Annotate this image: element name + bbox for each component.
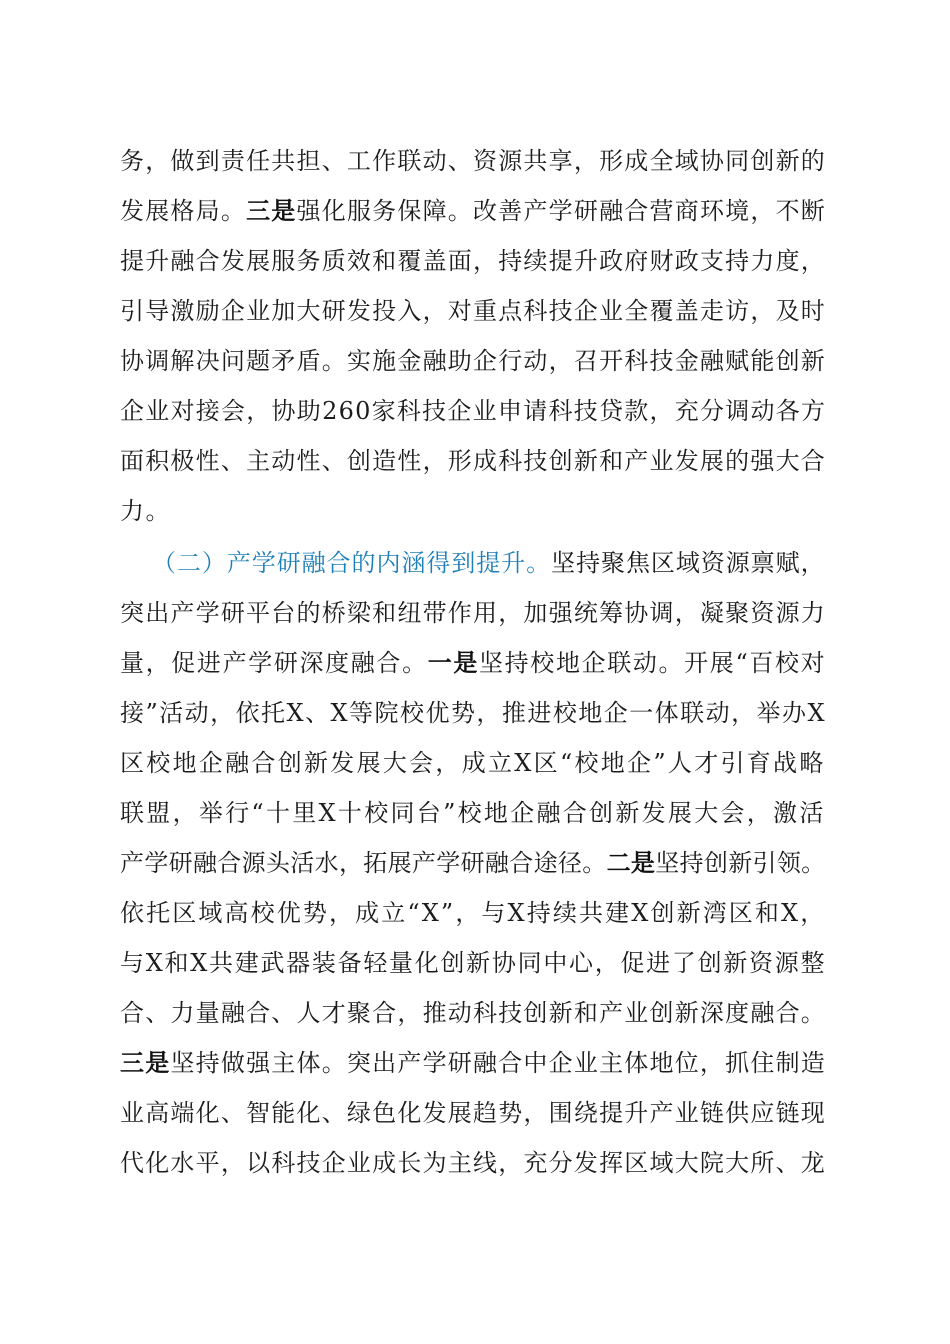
text-line [120, 441, 826, 481]
text-line [120, 843, 826, 883]
text-line [120, 893, 826, 933]
body-text: 联盟，举行“十里X十校同台”校地企融合创新发展大会，激活 [120, 799, 826, 827]
section-heading: （二）产学研融合的内涵得到提升。 [152, 549, 552, 577]
body-text: 产学研融合源头活水，拓展产学研融合途径。 [120, 849, 607, 877]
body-text: 引导激励企业加大研发投入，对重点科技企业全覆盖走访，及时 [120, 297, 826, 325]
text-line [120, 1143, 826, 1183]
body-text: 企业对接会，协助260家科技企业申请科技贷款，充分调动各方 [120, 397, 827, 425]
emphasis-text: 三是 [120, 1049, 171, 1077]
text-line [120, 793, 826, 833]
text-line [120, 241, 826, 281]
text-line [152, 543, 826, 583]
body-text: 代化水平，以科技企业成长为主线，充分发挥区域大院大所、龙 [120, 1149, 826, 1177]
body-text: 量，促进产学研深度融合。 [120, 649, 428, 677]
text-line [120, 993, 826, 1033]
body-text: 协调解决问题矛盾。实施金融助企行动，召开科技金融赋能创新 [120, 347, 826, 375]
body-text: 区校地企融合创新发展大会，成立X区“校地企”人才引育战略 [120, 749, 826, 777]
body-text: 坚持做强主体。突出产学研融合中企业主体地位，抓住制造 [170, 1049, 827, 1077]
body-text: 发展格局。 [120, 197, 247, 225]
body-text: 接”活动，依托X、X等院校优势，推进校地企一体联动，举办X [120, 699, 827, 727]
body-text: 合、力量融合、人才聚合，推动科技创新和产业创新深度融合。 [120, 999, 826, 1027]
body-text: 强化服务保障。改善产学研融合营商环境，不断 [296, 197, 827, 225]
body-text: 依托区域高校优势，成立“X”，与X持续共建X创新湾区和X， [120, 899, 827, 927]
text-line [120, 291, 826, 331]
body-text: 坚持聚焦区域资源禀赋， [551, 549, 826, 577]
text-line [120, 391, 826, 431]
text-line [120, 643, 826, 683]
text-line [120, 341, 826, 381]
text-line [120, 693, 826, 733]
text-line [120, 593, 826, 633]
body-text: 突出产学研平台的桥梁和纽带作用，加强统筹协调，凝聚资源力 [120, 599, 826, 627]
text-line [120, 943, 826, 983]
text-line [120, 141, 826, 181]
body-text: 力。 [120, 497, 171, 525]
body-text: 与X和X共建武器装备轻量化创新协同中心，促进了创新资源整 [120, 949, 827, 977]
text-line [120, 491, 171, 531]
emphasis-text: 二是 [606, 849, 656, 877]
body-text: 坚持创新引领。 [655, 849, 826, 877]
emphasis-text: 三是 [246, 197, 297, 225]
text-line [120, 1093, 826, 1133]
text-line [120, 191, 826, 231]
text-line [120, 743, 826, 783]
body-text: 面积极性、主动性、创造性，形成科技创新和产业发展的强大合 [120, 447, 826, 475]
body-text: 务，做到责任共担、工作联动、资源共享，形成全域协同创新的 [120, 147, 826, 175]
body-text: 坚持校地企联动。开展“百校对 [479, 649, 827, 677]
text-line [120, 1043, 826, 1083]
body-text: 提升融合发展服务质效和覆盖面，持续提升政府财政支持力度， [120, 247, 826, 275]
body-text: 业高端化、智能化、绿色化发展趋势，围绕提升产业链供应链现 [120, 1099, 826, 1127]
emphasis-text: 一是 [427, 649, 480, 677]
